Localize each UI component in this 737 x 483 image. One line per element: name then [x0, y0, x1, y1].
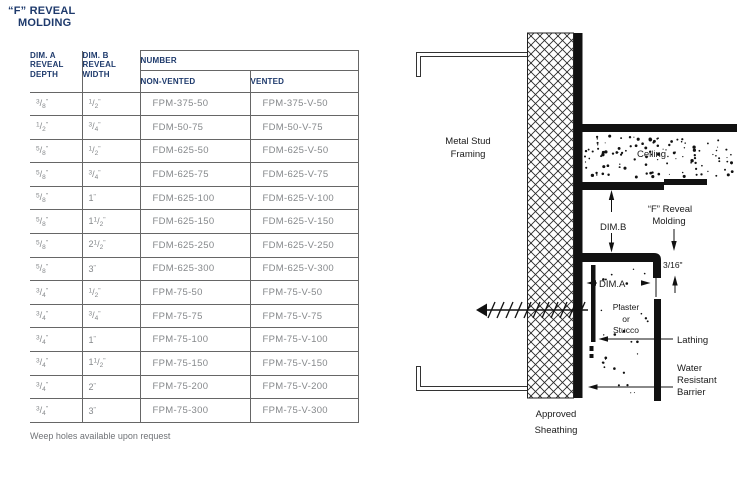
dim-b-cell: $1^1/_2^"$	[82, 352, 140, 376]
label-plaster-or-stucco: or	[622, 314, 630, 324]
dim-b-cell: 2"	[82, 375, 140, 399]
dim-b-cell: 3"	[82, 257, 140, 281]
dim-b-cell: 1"	[82, 328, 140, 352]
dim-a-cell: $^3/_8^"$	[30, 92, 82, 116]
col-header-dim-b: DIM. B REVEAL WIDTH	[82, 51, 140, 93]
non-vented-cell: FPM-75-75	[140, 304, 250, 328]
dim-a-cell: $^3/_4^"$	[30, 399, 82, 423]
dim-b-cell: 1"	[82, 186, 140, 210]
dim-a-cell: $^1/_2^"$	[30, 116, 82, 140]
col-header-number: NUMBER	[140, 51, 358, 71]
col-header-dim-a: DIM. A REVEAL DEPTH	[30, 51, 82, 93]
water-barrier-strip	[574, 33, 583, 398]
vented-cell: FDM-625-V-100	[250, 186, 358, 210]
label-metal-stud-framing: Framing	[450, 149, 486, 160]
vented-cell: FPM-75-V-50	[250, 281, 358, 305]
dim-b-cell: $^1/_2^"$	[82, 92, 140, 116]
dim-a-cell: $^3/_4^"$	[30, 281, 82, 305]
dim-a-cell: $^3/_4^"$	[30, 328, 82, 352]
label-f-reveal-molding: Molding	[652, 216, 686, 227]
label-water-resistant-barrier: Water	[677, 363, 702, 374]
vented-cell: FDM-50-V-75	[250, 116, 358, 140]
vented-cell: FDM-625-V-150	[250, 210, 358, 234]
dim-b-cell: $1^1/_2^"$	[82, 210, 140, 234]
non-vented-cell: FPM-75-100	[140, 328, 250, 352]
non-vented-cell: FPM-375-50	[140, 92, 250, 116]
non-vented-cell: FPM-75-150	[140, 352, 250, 376]
label-water-resistant-barrier: Resistant	[677, 375, 717, 386]
vented-cell: FPM-75-V-150	[250, 352, 358, 376]
dim-a-cell: $^5/_8^"$	[30, 139, 82, 163]
non-vented-cell: FDM-625-150	[140, 210, 250, 234]
dim-b-cell: $^1/_2^"$	[82, 139, 140, 163]
page-title-line1: “F” REVEAL	[8, 5, 76, 17]
label-plaster-or-stucco: Plaster	[612, 302, 640, 312]
label-f-reveal-molding: “F” Reveal	[647, 204, 693, 215]
label-metal-stud-framing: Metal Stud	[445, 136, 491, 147]
label-three-sixteenths: 3/16"	[663, 260, 683, 270]
label-ceiling: Ceiling	[637, 149, 667, 160]
label-water-resistant-barrier: Barrier	[677, 387, 706, 398]
vented-cell: FPM-75-V-200	[250, 375, 358, 399]
non-vented-cell: FDM-625-300	[140, 257, 250, 281]
dim-a-cell: $^5/_8^"$	[30, 210, 82, 234]
sheathing-panel	[528, 33, 574, 398]
non-vented-cell: FDM-625-50	[140, 139, 250, 163]
non-vented-cell: FPM-75-300	[140, 399, 250, 423]
vented-cell: FPM-375-V-50	[250, 92, 358, 116]
label-lathing: Lathing	[677, 335, 709, 346]
vented-cell: FDM-625-V-75	[250, 163, 358, 187]
dim-a-cell: $^5/_8^"$	[30, 163, 82, 187]
vented-cell: FDM-625-V-300	[250, 257, 358, 281]
dim-a-cell: $^5/_8^"$	[30, 234, 82, 258]
non-vented-cell: FDM-50-75	[140, 116, 250, 140]
vented-cell: FDM-625-V-250	[250, 234, 358, 258]
label-plaster-or-stucco: Stucco	[613, 325, 639, 335]
dim-a-cell: $^3/_4^"$	[30, 352, 82, 376]
dim-b-cell: $^3/_4^"$	[82, 304, 140, 328]
label-dim-b: DIM.B	[600, 222, 627, 233]
dim-a-cell: $^5/_8^"$	[30, 186, 82, 210]
label-approved-sheathing: Approved	[535, 409, 577, 420]
label-approved-sheathing: Sheathing	[534, 425, 578, 436]
non-vented-cell: FPM-75-200	[140, 375, 250, 399]
col-header-non-vented: NON-VENTED	[140, 71, 250, 92]
dim-a-cell: $^3/_4^"$	[30, 375, 82, 399]
vented-cell: FPM-75-V-100	[250, 328, 358, 352]
vented-cell: FDM-625-V-50	[250, 139, 358, 163]
non-vented-cell: FPM-75-50	[140, 281, 250, 305]
dim-b-cell: 3"	[82, 399, 140, 423]
col-header-vented: VENTED	[250, 71, 358, 92]
metal-stud-track-icon	[417, 53, 528, 391]
non-vented-cell: FDM-625-75	[140, 163, 250, 187]
non-vented-cell: FDM-625-250	[140, 234, 250, 258]
dim-b-cell: $^1/_2^"$	[82, 281, 140, 305]
vented-cell: FPM-75-V-75	[250, 304, 358, 328]
non-vented-cell: FDM-625-100	[140, 186, 250, 210]
dim-b-cell: $2^1/_2^"$	[82, 234, 140, 258]
dim-a-cell: $^3/_4^"$	[30, 304, 82, 328]
dim-b-cell: $^3/_4^"$	[82, 163, 140, 187]
dim-a-cell: $^5/_8^"$	[30, 257, 82, 281]
label-dim-a: DIM.A	[599, 279, 626, 290]
dim-b-cell: $^3/_4^"$	[82, 116, 140, 140]
vented-cell: FPM-75-V-300	[250, 399, 358, 423]
footnote: Weep holes available upon request	[30, 431, 171, 441]
page-title-line2: MOLDING	[18, 17, 72, 29]
